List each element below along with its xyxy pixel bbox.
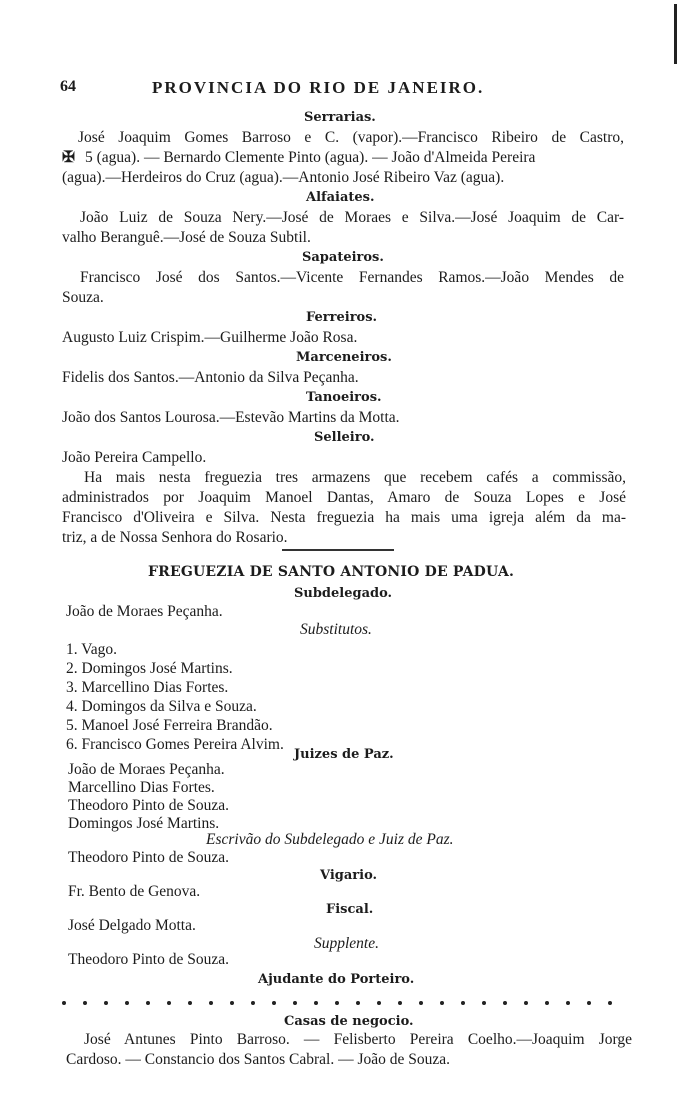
sapateiros-line-2: Souza. [62, 289, 104, 306]
heading-serrarias: Serrarias. [304, 110, 376, 125]
juiz-item-4: Domingos José Martins. [68, 815, 220, 832]
serrarias-line-2-wrap [62, 148, 624, 168]
paragraph-line-1: Ha mais nesta freguezia tres armazens que recebem cafés a commissão, [84, 469, 626, 486]
tanoeiros-line-1: João dos Santos Lourosa.—Estevão Martins da Motta. [62, 409, 400, 426]
marceneiros-line-1: Fidelis dos Santos.—Antonio da Silva Peçanha. [62, 369, 359, 386]
heading-marceneiros: Marceneiros. [296, 350, 392, 365]
heading-vigario: Vigario. [320, 868, 378, 883]
casas-line-2: Cardoso. — Constancio dos Santos Cabral. — João de Souza. [66, 1051, 451, 1068]
serrarias-line-3: (agua).—Herdeiros do Cruz (agua).—Antonio José Ribeiro Vaz (agua). [62, 169, 505, 186]
heading-ferreiros: Ferreiros. [306, 310, 378, 325]
alfaiates-line-2: valho Beranguê.—José de Souza Subtil. [62, 229, 311, 246]
heading-alfaiates: Alfaiates. [306, 190, 375, 205]
paragraph-line-3: Francisco d'Oliveira e Silva. Nesta freguezia ha mais uma igreja além da ma- [62, 509, 626, 526]
heading-selleiro: Selleiro. [314, 430, 375, 445]
heading-ajudante-do-porteiro: Ajudante do Porteiro. [258, 972, 415, 987]
heading-escrivao: Escrivão do Subdelegado e Juiz de Paz. [206, 831, 454, 848]
paragraph-line-2: administrados por Joaquim Manoel Dantas, Amaro de Souza Lopes e José [62, 489, 626, 506]
juiz-item-3: Theodoro Pinto de Souza. [68, 797, 230, 814]
heading-substitutos: Substitutos. [300, 621, 372, 638]
juiz-item-2: Marcellino Dias Fortes. [68, 779, 215, 796]
supplente-name: Theodoro Pinto de Souza. [68, 951, 230, 968]
escrivao-name: Theodoro Pinto de Souza. [68, 849, 230, 866]
substituto-item-6: 6. Francisco Gomes Pereira Alvim. [66, 736, 284, 753]
selleiro-line-1: João Pereira Campello. [62, 449, 207, 466]
page-title: PROVINCIA DO RIO DE JANEIRO. [152, 78, 485, 97]
heading-juizes-de-paz: Juizes de Paz. [294, 747, 394, 762]
juiz-item-1: João de Moraes Peçanha. [68, 761, 225, 778]
page-header [60, 78, 530, 102]
ferreiros-line-1: Augusto Luiz Crispim.—Guilherme João Rosa. [62, 329, 358, 346]
heading-casas-de-negocio: Casas de negocio. [284, 1014, 414, 1029]
leader-dots [62, 992, 630, 1004]
substituto-item-4: 4. Domingos da Silva e Souza. [66, 698, 257, 715]
dagger-icon: ✠ [62, 149, 75, 166]
fiscal-name: José Delgado Motta. [68, 917, 196, 934]
heading-tanoeiros: Tanoeiros. [306, 390, 382, 405]
substituto-item-2: 2. Domingos José Martins. [66, 660, 233, 677]
serrarias-line-2: 5 (agua). — Bernardo Clemente Pinto (agua). — João d'Almeida Pereira [85, 149, 536, 166]
heading-subdelegado: Subdelegado. [294, 586, 393, 601]
casas-line-1: José Antunes Pinto Barroso. — Felisberto Pereira Coelho.—Joaquim Jorge [84, 1031, 632, 1048]
heading-supplente: Supplente. [314, 935, 379, 952]
vigario-name: Fr. Bento de Genova. [68, 883, 201, 900]
serrarias-line-1: José Joaquim Gomes Barroso e C. (vapor).—Francisco Ribeiro de Castro, [78, 129, 624, 146]
substituto-item-3: 3. Marcellino Dias Fortes. [66, 679, 229, 696]
subdelegado-name: João de Moraes Peçanha. [66, 603, 223, 620]
freguezia-title: FREGUEZIA DE SANTO ANTONIO DE PADUA. [148, 564, 515, 580]
section-divider [282, 549, 394, 551]
sapateiros-line-1: Francisco José dos Santos.—Vicente Fernandes Ramos.—João Mendes de [80, 269, 624, 286]
page-number: 64 [60, 78, 76, 95]
page-edge-mark [674, 4, 677, 64]
substituto-item-5: 5. Manoel José Ferreira Brandão. [66, 717, 273, 734]
substituto-item-1: 1. Vago. [66, 641, 117, 658]
heading-fiscal: Fiscal. [326, 902, 374, 917]
alfaiates-line-1: João Luiz de Souza Nery.—José de Moraes e Silva.—José Joaquim de Car- [80, 209, 624, 226]
paragraph-line-4: triz, a de Nossa Senhora do Rosario. [62, 529, 288, 546]
heading-sapateiros: Sapateiros. [302, 250, 384, 265]
